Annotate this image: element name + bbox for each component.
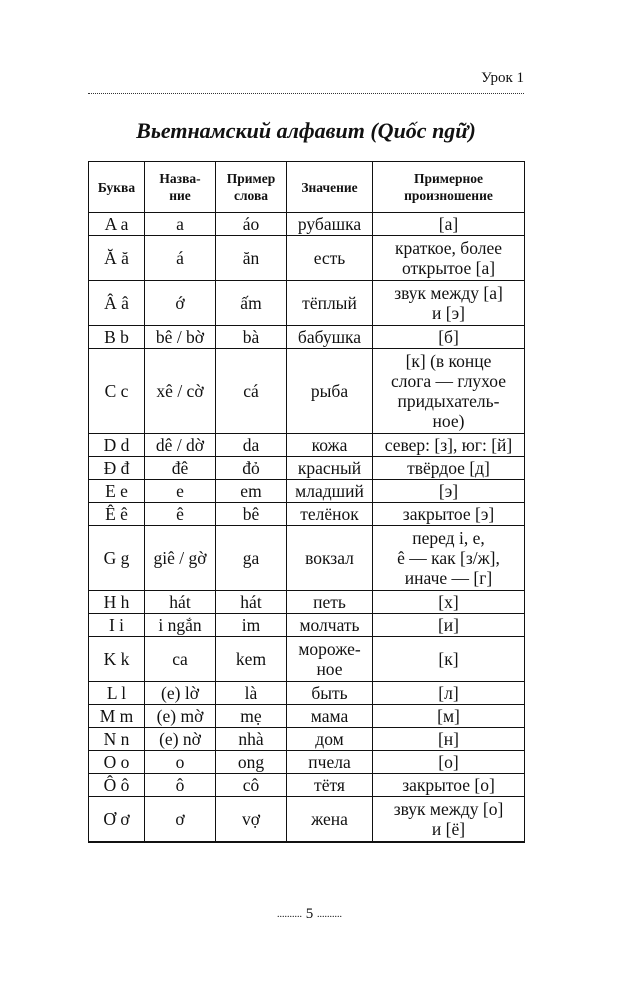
table-cell: звук между [а] и [э]: [373, 281, 525, 326]
table-cell: C c: [89, 349, 145, 434]
table-cell: D d: [89, 434, 145, 457]
table-cell: xê / cờ: [145, 349, 216, 434]
table-row: [89, 751, 525, 774]
table-cell: nhà: [216, 728, 287, 751]
table-cell: giê / gờ: [145, 526, 216, 591]
table-row: [89, 526, 525, 591]
table-row: [89, 326, 525, 349]
table-cell: vợ: [216, 797, 287, 843]
table-cell: пчела: [287, 751, 373, 774]
table-cell: Ă ă: [89, 236, 145, 281]
table-cell: bà: [216, 326, 287, 349]
column-header: Назва- ние: [145, 162, 216, 213]
column-header: Буква: [89, 162, 145, 213]
table-cell: [э]: [373, 480, 525, 503]
table-cell: L l: [89, 682, 145, 705]
table-cell: đê: [145, 457, 216, 480]
table-cell: (e) mờ: [145, 705, 216, 728]
table-cell: A a: [89, 213, 145, 236]
table-cell: (e) nờ: [145, 728, 216, 751]
table-cell: ớ: [145, 281, 216, 326]
table-row: [89, 591, 525, 614]
table-cell: телёнок: [287, 503, 373, 526]
table-row: [89, 236, 525, 281]
table-cell: i ngắn: [145, 614, 216, 637]
table-row: [89, 281, 525, 326]
table-cell: Ơ ơ: [89, 797, 145, 843]
table-cell: O o: [89, 751, 145, 774]
table-cell: hát: [145, 591, 216, 614]
table-row: [89, 682, 525, 705]
table-cell: петь: [287, 591, 373, 614]
table-cell: перед i, e, ê — как [з/ж], иначе — [г]: [373, 526, 525, 591]
table-row: [89, 434, 525, 457]
table-cell: тёплый: [287, 281, 373, 326]
table-cell: (e) lờ: [145, 682, 216, 705]
table-cell: мороже- ное: [287, 637, 373, 682]
table-cell: ê: [145, 503, 216, 526]
table-cell: dê / dờ: [145, 434, 216, 457]
alphabet-table: [88, 161, 525, 843]
table-cell: ăn: [216, 236, 287, 281]
table-cell: cô: [216, 774, 287, 797]
table-cell: K k: [89, 637, 145, 682]
page-footer: [0, 906, 619, 923]
table-cell: кожа: [287, 434, 373, 457]
table-cell: рубашка: [287, 213, 373, 236]
alphabet-table-container: [88, 161, 524, 843]
table-cell: hát: [216, 591, 287, 614]
table-cell: mẹ: [216, 705, 287, 728]
table-row: [89, 728, 525, 751]
table-cell: e: [145, 480, 216, 503]
running-head: Урок 1: [481, 70, 524, 86]
table-cell: B b: [89, 326, 145, 349]
column-header: Значение: [287, 162, 373, 213]
table-cell: kem: [216, 637, 287, 682]
table-cell: N n: [89, 728, 145, 751]
table-cell: I i: [89, 614, 145, 637]
table-cell: Đ đ: [89, 457, 145, 480]
table-cell: em: [216, 480, 287, 503]
table-row: [89, 797, 525, 843]
table-header-row: [89, 162, 525, 213]
table-cell: север: [з], юг: [й]: [373, 434, 525, 457]
table-cell: [х]: [373, 591, 525, 614]
table-cell: твёрдое [д]: [373, 457, 525, 480]
table-cell: есть: [287, 236, 373, 281]
table-cell: bê / bờ: [145, 326, 216, 349]
table-cell: bê: [216, 503, 287, 526]
column-header: Примерное произношение: [373, 162, 525, 213]
table-cell: Ô ô: [89, 774, 145, 797]
table-cell: [и]: [373, 614, 525, 637]
table-cell: [к] (в конце слога — глухое придыхатель- ное): [373, 349, 525, 434]
table-cell: ong: [216, 751, 287, 774]
page-title: Вьетнамский алфавит (Quốc ngữ): [136, 118, 476, 143]
table-cell: cá: [216, 349, 287, 434]
header-divider: [88, 93, 524, 94]
table-cell: младший: [287, 480, 373, 503]
table-cell: M m: [89, 705, 145, 728]
table-row: [89, 213, 525, 236]
table-row: [89, 705, 525, 728]
column-header: Пример слова: [216, 162, 287, 213]
table-cell: là: [216, 682, 287, 705]
table-cell: o: [145, 751, 216, 774]
table-cell: H h: [89, 591, 145, 614]
table-cell: á: [145, 236, 216, 281]
table-cell: бабушка: [287, 326, 373, 349]
table-cell: тётя: [287, 774, 373, 797]
table-cell: закрытое [э]: [373, 503, 525, 526]
table-row: [89, 637, 525, 682]
table-cell: Â â: [89, 281, 145, 326]
page-number: 5: [305, 906, 314, 922]
footer-dots-right: ..........: [317, 909, 342, 921]
table-cell: [б]: [373, 326, 525, 349]
table-cell: красный: [287, 457, 373, 480]
table-cell: [к]: [373, 637, 525, 682]
table-cell: рыба: [287, 349, 373, 434]
table-cell: молчать: [287, 614, 373, 637]
table-cell: G g: [89, 526, 145, 591]
table-cell: ấm: [216, 281, 287, 326]
table-cell: закрытое [о]: [373, 774, 525, 797]
table-cell: дом: [287, 728, 373, 751]
table-cell: [а]: [373, 213, 525, 236]
footer-dots-left: ..........: [277, 909, 302, 921]
table-row: [89, 349, 525, 434]
table-row: [89, 480, 525, 503]
table-row: [89, 614, 525, 637]
table-cell: ca: [145, 637, 216, 682]
table-cell: [л]: [373, 682, 525, 705]
table-row: [89, 457, 525, 480]
table-cell: Ê ê: [89, 503, 145, 526]
table-cell: áo: [216, 213, 287, 236]
table-cell: đỏ: [216, 457, 287, 480]
table-cell: [о]: [373, 751, 525, 774]
table-cell: ô: [145, 774, 216, 797]
table-cell: быть: [287, 682, 373, 705]
table-cell: da: [216, 434, 287, 457]
table-cell: звук между [о] и [ё]: [373, 797, 525, 843]
table-cell: a: [145, 213, 216, 236]
table-cell: E e: [89, 480, 145, 503]
table-cell: im: [216, 614, 287, 637]
table-cell: ơ: [145, 797, 216, 843]
table-cell: [н]: [373, 728, 525, 751]
table-cell: жена: [287, 797, 373, 843]
table-row: [89, 503, 525, 526]
table-cell: мама: [287, 705, 373, 728]
table-body: [89, 213, 525, 843]
table-cell: краткое, более открытое [а]: [373, 236, 525, 281]
table-cell: [м]: [373, 705, 525, 728]
table-cell: вокзал: [287, 526, 373, 591]
table-cell: ga: [216, 526, 287, 591]
table-row: [89, 774, 525, 797]
